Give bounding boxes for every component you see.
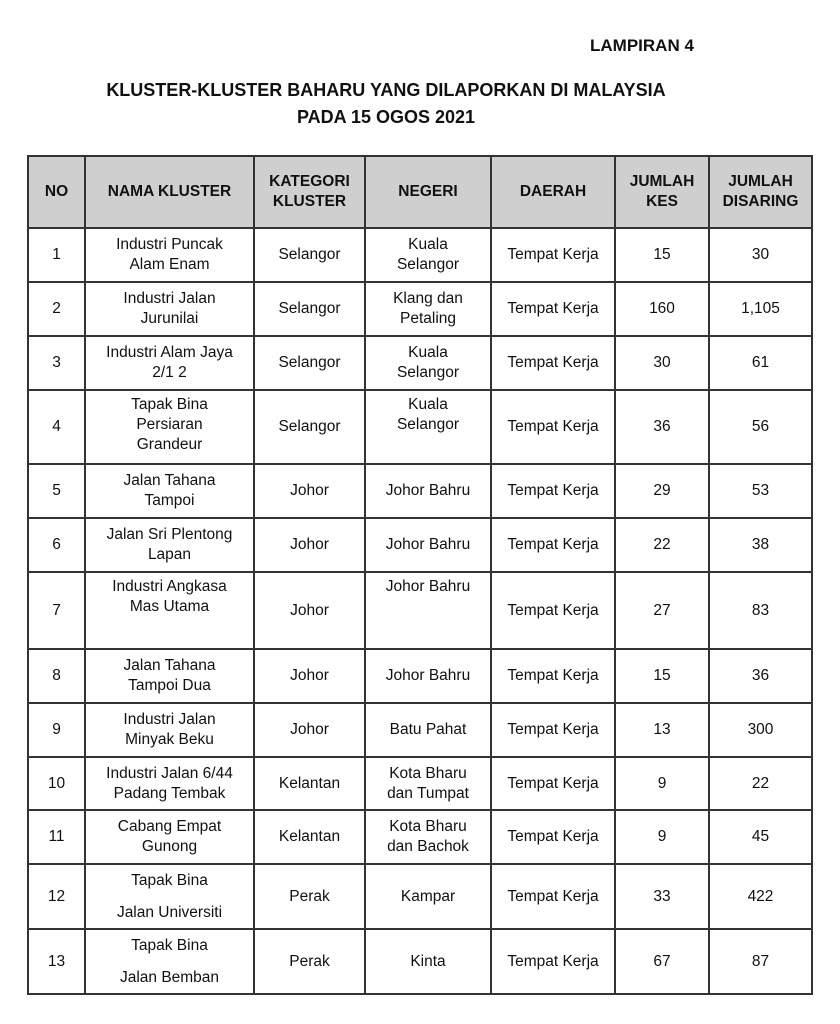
- cell-nama-kluster: Tapak Bina Persiaran Grandeur: [85, 390, 254, 464]
- header-kategori-kluster: KATEGORI KLUSTER: [254, 156, 365, 228]
- cell-daerah: Tempat Kerja: [491, 810, 615, 864]
- cell-no: 7: [28, 572, 85, 649]
- cell-jumlah-disaring: 22: [709, 757, 812, 810]
- cell-no: 5: [28, 464, 85, 518]
- header-daerah: DAERAH: [491, 156, 615, 228]
- cell-nama-kluster: Industri Jalan 6/44 Padang Tembak: [85, 757, 254, 810]
- table-row: [28, 228, 812, 282]
- cell-kategori: Johor: [254, 649, 365, 703]
- cell-nama-kluster: Tapak Bina Jalan Bemban: [85, 929, 254, 994]
- cell-negeri: Kuala Selangor: [365, 228, 491, 282]
- cell-jumlah-disaring: 61: [709, 336, 812, 390]
- cell-no: 9: [28, 703, 85, 757]
- cell-jumlah-disaring: 30: [709, 228, 812, 282]
- table-row: [28, 336, 812, 390]
- cell-daerah: Tempat Kerja: [491, 572, 615, 649]
- cell-daerah: Tempat Kerja: [491, 390, 615, 464]
- cell-no: 3: [28, 336, 85, 390]
- cell-jumlah-kes: 15: [615, 649, 709, 703]
- cell-nama-kluster: Cabang Empat Gunong: [85, 810, 254, 864]
- cell-jumlah-kes: 9: [615, 810, 709, 864]
- cell-negeri: Klang dan Petaling: [365, 282, 491, 336]
- cell-no: 10: [28, 757, 85, 810]
- table-row: [28, 929, 812, 994]
- cell-jumlah-disaring: 36: [709, 649, 812, 703]
- cell-jumlah-kes: 33: [615, 864, 709, 929]
- cell-nama-kluster: Tapak Bina Jalan Universiti: [85, 864, 254, 929]
- header-nama-kluster: NAMA KLUSTER: [85, 156, 254, 228]
- cell-no: 11: [28, 810, 85, 864]
- header-negeri: NEGERI: [365, 156, 491, 228]
- cell-kategori: Selangor: [254, 228, 365, 282]
- cell-nama-kluster: Industri Jalan Minyak Beku: [85, 703, 254, 757]
- table-row: [28, 518, 812, 572]
- annex-label: LAMPIRAN 4: [590, 36, 694, 55]
- header-jumlah-kes: JUMLAH KES: [615, 156, 709, 228]
- cell-jumlah-disaring: 87: [709, 929, 812, 994]
- cell-negeri: Kampar: [365, 864, 491, 929]
- cell-nama-kluster: Jalan Sri Plentong Lapan: [85, 518, 254, 572]
- cell-nama-kluster: Industri Jalan Jurunilai: [85, 282, 254, 336]
- cell-negeri: Kuala Selangor: [365, 336, 491, 390]
- cell-daerah: Tempat Kerja: [491, 228, 615, 282]
- cell-kategori: Johor: [254, 464, 365, 518]
- cell-jumlah-kes: 27: [615, 572, 709, 649]
- cell-jumlah-disaring: 38: [709, 518, 812, 572]
- cell-negeri: Kota Bharu dan Bachok: [365, 810, 491, 864]
- cell-negeri: Johor Bahru: [365, 518, 491, 572]
- cell-jumlah-kes: 160: [615, 282, 709, 336]
- cell-kategori: Perak: [254, 864, 365, 929]
- cell-no: 6: [28, 518, 85, 572]
- cell-jumlah-kes: 36: [615, 390, 709, 464]
- cell-kategori: Johor: [254, 703, 365, 757]
- cell-jumlah-disaring: 1,105: [709, 282, 812, 336]
- cell-kategori: Kelantan: [254, 757, 365, 810]
- cell-no: 12: [28, 864, 85, 929]
- cell-daerah: Tempat Kerja: [491, 649, 615, 703]
- cell-kategori: Johor: [254, 572, 365, 649]
- table-row: [28, 649, 812, 703]
- cell-nama-kluster: Jalan Tahana Tampoi Dua: [85, 649, 254, 703]
- header-jumlah-disaring: JUMLAH DISARING: [709, 156, 812, 228]
- cell-no: 4: [28, 390, 85, 464]
- cell-daerah: Tempat Kerja: [491, 336, 615, 390]
- cell-jumlah-kes: 13: [615, 703, 709, 757]
- cell-jumlah-kes: 15: [615, 228, 709, 282]
- cell-daerah: Tempat Kerja: [491, 864, 615, 929]
- cell-jumlah-disaring: 422: [709, 864, 812, 929]
- document-subtitle-date: PADA 15 OGOS 2021: [296, 107, 476, 127]
- cell-jumlah-disaring: 53: [709, 464, 812, 518]
- cell-jumlah-disaring: 45: [709, 810, 812, 864]
- table-row: [28, 282, 812, 336]
- cell-no: 13: [28, 929, 85, 994]
- cell-no: 1: [28, 228, 85, 282]
- cell-jumlah-kes: 22: [615, 518, 709, 572]
- cell-nama-kluster: Industri Angkasa Mas Utama: [85, 572, 254, 649]
- cell-negeri: Kuala Selangor: [365, 390, 491, 464]
- cell-kategori: Kelantan: [254, 810, 365, 864]
- cell-no: 2: [28, 282, 85, 336]
- cell-kategori: Perak: [254, 929, 365, 994]
- cell-jumlah-disaring: 56: [709, 390, 812, 464]
- cell-jumlah-disaring: 300: [709, 703, 812, 757]
- cell-daerah: Tempat Kerja: [491, 703, 615, 757]
- document-title: KLUSTER-KLUSTER BAHARU YANG DILAPORKAN DI MALAYSIA: [106, 80, 666, 100]
- cell-daerah: Tempat Kerja: [491, 282, 615, 336]
- cell-negeri: Kinta: [365, 929, 491, 994]
- cluster-table: [27, 155, 813, 995]
- cell-jumlah-kes: 30: [615, 336, 709, 390]
- cell-daerah: Tempat Kerja: [491, 518, 615, 572]
- cell-daerah: Tempat Kerja: [491, 464, 615, 518]
- cell-negeri: Johor Bahru: [365, 464, 491, 518]
- table-row: [28, 703, 812, 757]
- cell-daerah: Tempat Kerja: [491, 757, 615, 810]
- cell-jumlah-kes: 29: [615, 464, 709, 518]
- cell-kategori: Selangor: [254, 390, 365, 464]
- cell-nama-kluster: Jalan Tahana Tampoi: [85, 464, 254, 518]
- cell-nama-kluster: Industri Alam Jaya 2/1 2: [85, 336, 254, 390]
- table-header-row: [28, 156, 812, 228]
- cell-kategori: Selangor: [254, 282, 365, 336]
- cell-negeri: Johor Bahru: [365, 572, 491, 649]
- cell-daerah: Tempat Kerja: [491, 929, 615, 994]
- table-row: [28, 464, 812, 518]
- cell-nama-kluster: Industri Puncak Alam Enam: [85, 228, 254, 282]
- table-row: [28, 864, 812, 929]
- cell-kategori: Selangor: [254, 336, 365, 390]
- cell-jumlah-disaring: 83: [709, 572, 812, 649]
- cell-no: 8: [28, 649, 85, 703]
- table-row: [28, 757, 812, 810]
- cell-negeri: Kota Bharu dan Tumpat: [365, 757, 491, 810]
- cell-jumlah-kes: 67: [615, 929, 709, 994]
- cell-negeri: Johor Bahru: [365, 649, 491, 703]
- table-row: [28, 810, 812, 864]
- cell-negeri: Batu Pahat: [365, 703, 491, 757]
- table-row: [28, 390, 812, 464]
- cell-jumlah-kes: 9: [615, 757, 709, 810]
- table-row: [28, 572, 812, 649]
- header-no: NO: [28, 156, 85, 228]
- cell-kategori: Johor: [254, 518, 365, 572]
